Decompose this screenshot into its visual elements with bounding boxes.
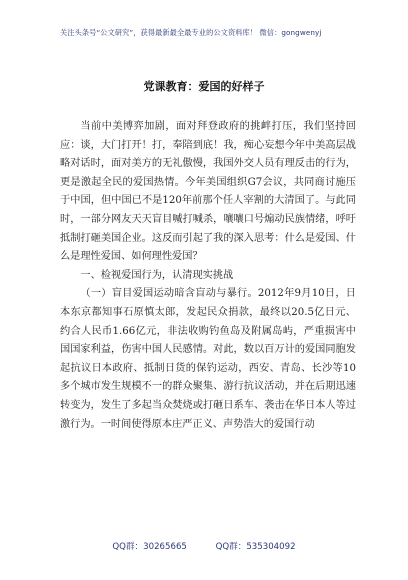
body-paragraph-intro: 当前中美博弈加剧，面对拜登政府的挑衅打压，我们坚持回应：谈，大门打开！打，奉陪到底！我，痴心妄想今年中美高层战略对话时，面对美方的无礼傲慢，我国外交人员有理反击的行为，更是激起全民的爱国热情。今年美国组织G7会议，共同商讨施压于中国，但中国已不是120年前那个任人宰割的大清国了。与此同时，一部分网友天天盲目喊打喊杀，嚷嚷口号煽动民族情绪，呼吁抵制打砸美国企业。这反而引起了我的深入思考：什么是爱国、什么是理性爱国、如何理性爱国？ <box>60 121 356 263</box>
footer-qq-group-1: QQ群：30265665 <box>112 542 187 552</box>
body-paragraph-section-1: （一）盲目爱国运动暗含盲动与暴行。2012年9月10日，日本东京都知事石原慎太郎，发起民众捐款，最终以20.5亿日元、约合人民币1.66亿元，非法收购钓鱼岛及附属岛屿，严重损害中国国家利益，伤害中国人民感情。对此，数以百万计的爱国同胞发起抗议日本政府、抵制日货的保钓运动，西安、青岛、长沙等10多个城市发生规模不一的群众聚集、游行抗议活动，并在后期迅速转变为，发生了多起当众焚烧或打砸日系车、袭击在华日本人等过激行为。一时间使得原本庄严正义、声势浩大的爱国行动 <box>60 288 356 430</box>
footer-contacts <box>0 540 408 552</box>
header-promo-note: 关注头条号“公文研究”，获得最新最全最专业的公文资料库！ 微信：gongwenyj <box>60 28 322 37</box>
section-heading: 一、检视爱国行为，认清现实挑战 <box>80 269 234 281</box>
document-body <box>60 118 356 434</box>
document-title: 党课教育：爱国的好样子 <box>143 80 265 93</box>
footer-qq-group-2: QQ群：535304092 <box>215 542 296 552</box>
